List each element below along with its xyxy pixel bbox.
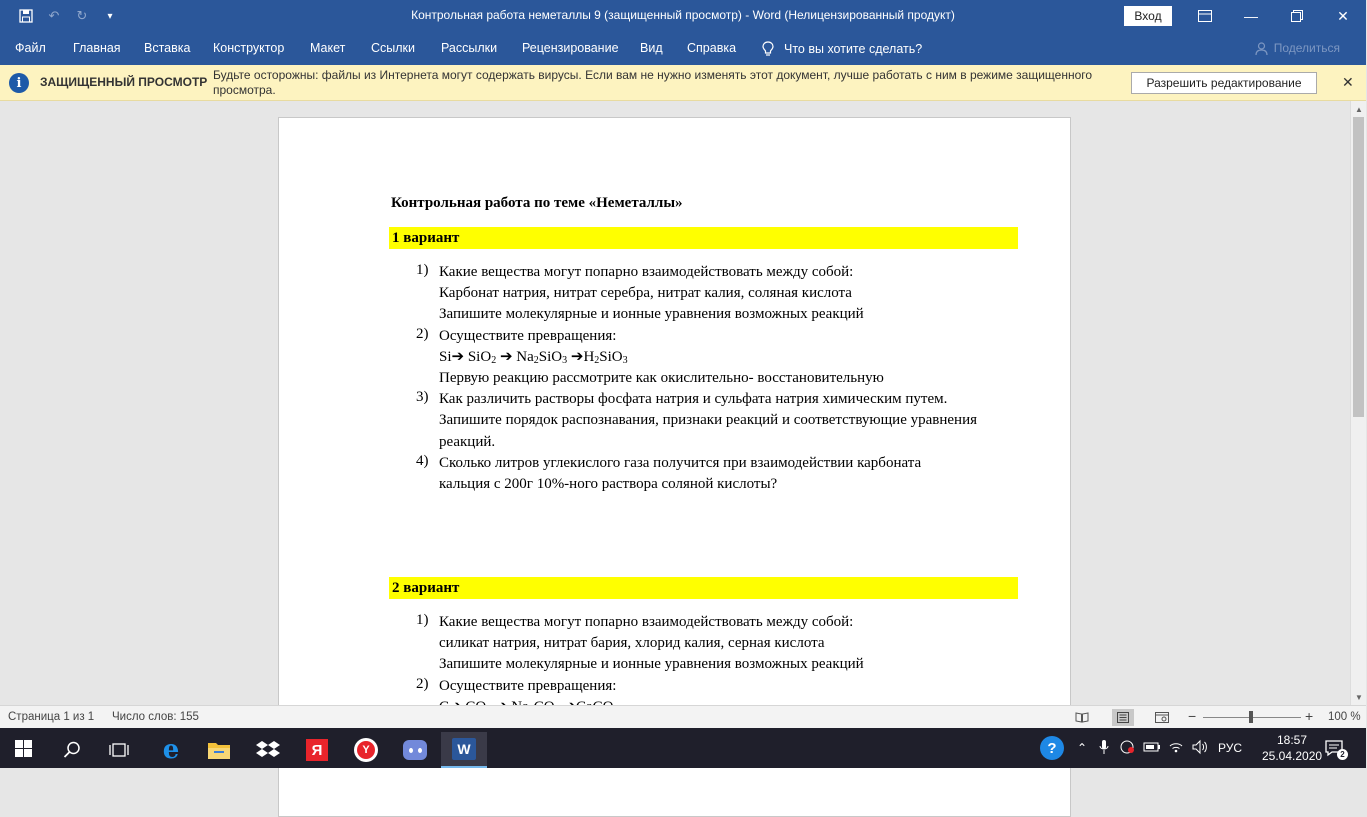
taskbar xyxy=(0,728,1366,768)
question-text: Как различить растворы фосфата натрия и сульфата натрия химическим путем. xyxy=(439,391,948,408)
read-mode-icon[interactable] xyxy=(1071,709,1093,726)
customize-qat-icon[interactable]: ▾ xyxy=(107,10,113,22)
question-item xyxy=(416,262,1016,326)
title-bar xyxy=(0,0,1366,32)
zoom-slider-thumb[interactable] xyxy=(1249,711,1253,723)
edge-icon[interactable]: e xyxy=(162,735,180,765)
question-number: 3) xyxy=(416,389,429,406)
question-text: Карбонат натрия, нитрат серебра, нитрат калия, соляная кислота xyxy=(439,285,852,302)
clock-date: 25.04.2020 xyxy=(1262,749,1323,763)
question-number: 1) xyxy=(416,612,429,628)
tab-references[interactable]: Ссылки xyxy=(371,41,416,55)
tab-file[interactable]: Файл xyxy=(15,41,46,55)
tab-home[interactable]: Главная xyxy=(73,41,121,55)
vertical-scrollbar[interactable] xyxy=(1350,101,1366,705)
question-number: 1) xyxy=(416,262,429,278)
task-view-icon[interactable] xyxy=(96,732,142,768)
tab-review[interactable]: Рецензирование xyxy=(522,41,619,55)
clock-time: 18:57 xyxy=(1276,733,1308,747)
redo-icon[interactable]: ↻ xyxy=(76,8,88,23)
protected-view-bar xyxy=(0,65,1366,101)
scroll-thumb[interactable] xyxy=(1353,117,1364,417)
share-label: Поделиться xyxy=(1273,41,1340,55)
question-text: Сколько литров углекислого газа получится при взаимодействии карбоната xyxy=(439,454,922,471)
search-icon[interactable] xyxy=(49,732,95,768)
notifications-icon[interactable]: 2 xyxy=(1322,736,1346,760)
language-indicator[interactable]: РУС xyxy=(1218,741,1243,755)
protected-view-title: ЗАЩИЩЕННЫЙ ПРОСМОТР xyxy=(40,75,208,89)
yandex-browser-icon[interactable]: Y xyxy=(343,732,389,768)
minimize-icon[interactable]: — xyxy=(1244,8,1258,24)
clock[interactable] xyxy=(1262,732,1322,764)
page-count[interactable]: Страница 1 из 1 xyxy=(8,711,95,723)
restore-icon[interactable] xyxy=(1274,0,1320,32)
print-layout-icon[interactable] xyxy=(1112,709,1134,726)
question-number: 2) xyxy=(416,675,429,692)
microphone-icon[interactable] xyxy=(1092,739,1116,758)
person-icon xyxy=(1255,42,1268,55)
show-hidden-icons-icon[interactable]: ⌃ xyxy=(1076,741,1088,755)
sign-in-button[interactable]: Вход xyxy=(1124,6,1172,26)
yandex-icon[interactable]: Я xyxy=(294,732,340,768)
question-text: силикат натрия, нитрат бария, хлорид калия, серная кислота xyxy=(439,635,825,652)
word-icon[interactable]: W xyxy=(441,732,487,768)
tab-insert[interactable]: Вставка xyxy=(144,41,191,55)
protected-view-message: Будьте осторожны: файлы из Интернета могут содержать вирусы. Если вам не нужно изменять этот документ, лучше работать с ним в режиме защищенного просмотра. xyxy=(213,68,1093,97)
web-layout-icon[interactable] xyxy=(1151,709,1173,726)
windows-start-icon[interactable] xyxy=(0,728,46,768)
file-explorer-icon[interactable] xyxy=(196,732,242,768)
info-shield-icon: i xyxy=(9,73,29,93)
document-title: Контрольная работа по теме «Неметаллы» xyxy=(391,195,683,211)
tell-me-label: Что вы хотите сделать? xyxy=(784,42,923,56)
tab-view[interactable]: Вид xyxy=(640,41,663,55)
document-area[interactable] xyxy=(0,101,1350,705)
question-text: Осуществите превращения: xyxy=(439,327,617,344)
zoom-in-icon[interactable]: + xyxy=(1305,708,1314,724)
word-count[interactable]: Число слов: 155 xyxy=(112,711,199,723)
question-text: Запишите молекулярные и ионные уравнения возможных реакций xyxy=(439,656,864,673)
zoom-out-icon[interactable]: − xyxy=(1188,708,1197,724)
question-item xyxy=(416,326,1016,390)
lightbulb-icon xyxy=(762,41,774,57)
discord-icon[interactable] xyxy=(392,732,438,768)
ribbon-display-options-icon[interactable] xyxy=(1182,0,1228,32)
question-text: Запишите молекулярные и ионные уравнения возможных реакций xyxy=(439,306,864,323)
tab-help[interactable]: Справка xyxy=(687,41,737,55)
status-bar xyxy=(0,705,1366,728)
help-icon[interactable]: ? xyxy=(1040,736,1064,760)
question-text: Какие вещества могут попарно взаимодействовать между собой: xyxy=(439,614,854,630)
close-icon[interactable]: ✕ xyxy=(1337,7,1349,24)
battery-icon[interactable] xyxy=(1140,741,1164,756)
undo-icon[interactable]: ↶ xyxy=(48,8,60,23)
question-text: Первую реакцию рассмотрите как окислительно- восстановительную xyxy=(439,370,884,387)
question-number: 2) xyxy=(416,325,429,342)
variant-1-questions xyxy=(416,262,1016,495)
tab-layout[interactable]: Макет xyxy=(310,41,346,55)
arrow-icon: ➔ xyxy=(570,348,584,365)
tab-mailings[interactable]: Рассылки xyxy=(441,41,498,55)
camera-icon[interactable] xyxy=(1116,740,1140,757)
question-text: кальция с 200г 10%-ного раствора соляной кислоты? xyxy=(439,476,778,493)
window-title: Контрольная работа неметаллы 9 (защищенный просмотр) - Word (Нелицензированный продукт) xyxy=(411,8,955,22)
tab-design[interactable]: Конструктор xyxy=(213,41,285,55)
scroll-up-icon[interactable]: ▲ xyxy=(1355,104,1363,114)
quick-access-toolbar xyxy=(14,6,122,26)
arrow-icon: ➔ xyxy=(451,348,465,365)
close-bar-icon[interactable]: ✕ xyxy=(1342,74,1354,90)
arrow-icon: ➔ xyxy=(499,348,513,365)
ribbon-tabs xyxy=(0,32,1366,65)
question-item xyxy=(416,453,1016,495)
question-text: Осуществите превращения: xyxy=(439,677,617,694)
variant-2-questions xyxy=(416,612,1016,718)
question-item xyxy=(416,612,1016,676)
variant-2-heading: 2 вариант xyxy=(389,577,1018,599)
share-button[interactable] xyxy=(1255,41,1340,55)
zoom-level[interactable]: 100 % xyxy=(1328,711,1361,723)
system-tray xyxy=(1040,728,1242,768)
dropbox-icon[interactable] xyxy=(245,732,291,768)
question-text: Какие вещества могут попарно взаимодействовать между собой: xyxy=(439,264,854,280)
tell-me-box[interactable] xyxy=(762,41,922,57)
reaction-chain: Si➔ SiO$_2$ ➔ $Na_2SiO_3$ $➔H_2SiO_3$ xyxy=(439,348,628,366)
variant-1-heading: 1 вариант xyxy=(389,227,1018,249)
enable-editing-button[interactable]: Разрешить редактирование xyxy=(1131,72,1317,94)
question-item xyxy=(416,389,1016,453)
network-icon[interactable] xyxy=(1164,740,1188,757)
volume-icon[interactable] xyxy=(1188,740,1212,757)
save-icon[interactable] xyxy=(14,6,38,26)
scroll-down-icon[interactable]: ▼ xyxy=(1355,692,1363,702)
question-text: Запишите порядок распознавания, признаки реакций и соответствующие уравнения реакций. xyxy=(439,412,978,450)
question-number: 4) xyxy=(416,452,429,469)
